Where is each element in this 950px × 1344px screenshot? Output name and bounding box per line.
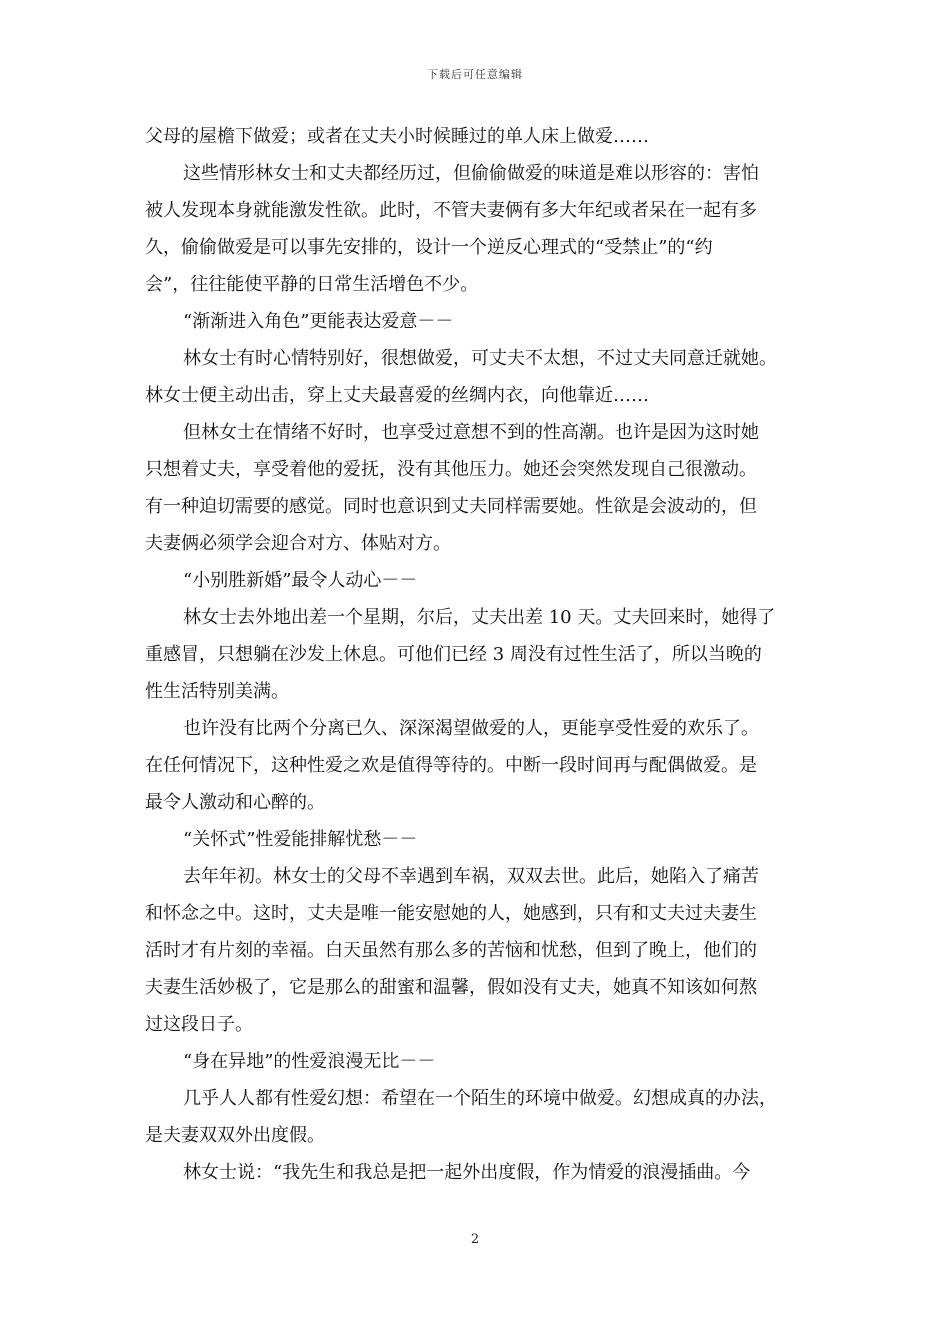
body-line: 性生活特别美满。: [145, 681, 289, 702]
body-line: 久，偷偷做爱是可以事先安排的，设计一个逆反心理式的“受禁止”的“约: [145, 237, 713, 258]
body-line: 在任何情况下，这种性爱之欢是值得等待的。中断一段时间再与配偶做爱。是: [145, 755, 757, 776]
body-line: 夫妻生活妙极了，它是那么的甜蜜和温馨，假如没有丈夫，她真不知该如何熬: [145, 977, 757, 998]
body-line: 林女士去外地出差一个星期，尔后，丈夫出差 10 天。丈夫回来时，她得了: [183, 607, 776, 628]
document-body: [145, 118, 810, 1191]
body-line: 被人发现本身就能激发性欲。此时，不管夫妻俩有多大年纪或者呆在一起有多: [145, 200, 757, 221]
body-line: 也许没有比两个分离已久、深深渴望做爱的人，更能享受性爱的欢乐了。: [183, 718, 759, 739]
section-heading: “关怀式”性爱能排解忧愁－－: [183, 829, 418, 850]
body-line: 去年年初。林女士的父母不幸遇到车祸，双双去世。此后，她陷入了痛苦: [183, 866, 759, 887]
body-line: 但林女士在情绪不好时，也享受过意想不到的性高潮。也许是因为这时她: [183, 422, 759, 443]
body-line: 重感冒，只想躺在沙发上休息。可他们已经 3 周没有过性生活了，所以当晚的: [145, 644, 762, 665]
body-line: 有一种迫切需要的感觉。同时也意识到丈夫同样需要她。性欲是会波动的，但: [145, 496, 757, 517]
body-line: 是夫妻双双外出度假。: [145, 1125, 325, 1146]
body-line: 林女士便主动出击，穿上丈夫最喜爱的丝绸内衣，向他靠近……: [145, 385, 649, 406]
section-heading: “渐渐进入角色”更能表达爱意－－: [183, 311, 454, 332]
body-line: 最令人激动和心醉的。: [145, 792, 325, 813]
body-line: 和怀念之中。这时，丈夫是唯一能安慰她的人，她感到，只有和丈夫过夫妻生: [145, 903, 757, 924]
section-heading: “身在异地”的性爱浪漫无比－－: [183, 1051, 436, 1072]
section-heading: “小别胜新婚”最令人动心－－: [183, 570, 418, 591]
page-header: 下载后可任意编辑: [427, 68, 523, 81]
body-line: 林女士有时心情特别好，很想做爱，可丈夫不太想，不过丈夫同意迁就她。: [183, 348, 777, 369]
body-line: 这些情形林女士和丈夫都经历过，但偷偷做爱的味道是难以形容的：害怕: [183, 163, 759, 184]
body-line: 只想着丈夫，享受着他的爱抚，没有其他压力。她还会突然发现自己很激动。: [145, 459, 757, 480]
body-line: 林女士说：“我先生和我总是把一起外出度假，作为情爱的浪漫插曲。今: [183, 1162, 751, 1183]
body-line: 几乎人人都有性爱幻想：希望在一个陌生的环境中做爱。幻想成真的办法，: [183, 1088, 777, 1109]
body-line: 父母的屋檐下做爱；或者在丈夫小时候睡过的单人床上做爱……: [145, 126, 649, 147]
page-number: 2: [470, 1232, 480, 1247]
body-line: 过这段日子。: [145, 1014, 253, 1035]
body-line: 会”，往往能使平静的日常生活增色不少。: [145, 274, 479, 295]
body-line: 活时才有片刻的幸福。白天虽然有那么多的苦恼和忧愁，但到了晚上，他们的: [145, 940, 757, 961]
body-line: 夫妻俩必须学会迎合对方、体贴对方。: [145, 533, 451, 554]
